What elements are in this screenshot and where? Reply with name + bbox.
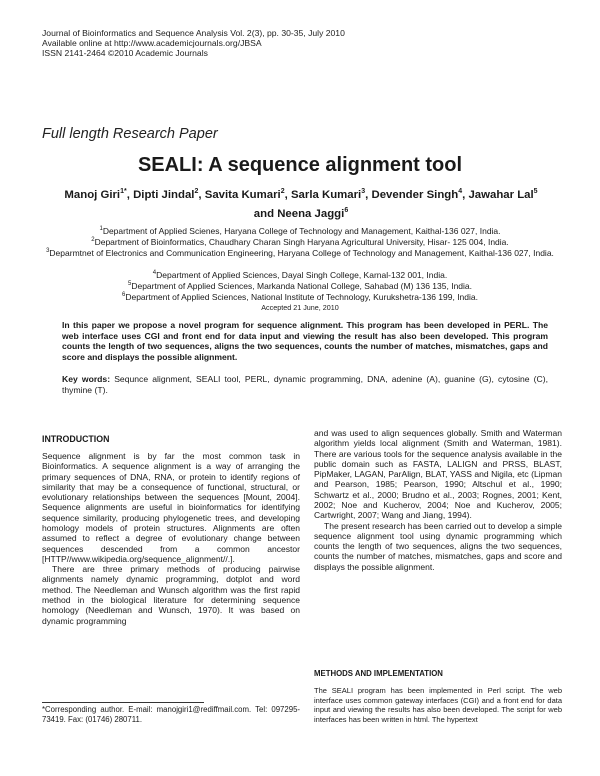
author-affiliation-mark: 2 bbox=[280, 188, 285, 195]
author-name: Dipti Jindal bbox=[133, 188, 195, 201]
keywords bbox=[62, 374, 548, 395]
author-affiliation-mark: 2 bbox=[194, 188, 199, 195]
author-affiliation-mark: 6 bbox=[344, 206, 349, 214]
affiliation-text: Department of Applied Sciences, Dayal Singh College, Karnal-132 001, India. bbox=[156, 269, 448, 280]
author-name: Manoj Giri bbox=[64, 188, 121, 201]
affiliation-text: Department of Applied Sciences, National Institute of Technology, Kurukshetra-136 199, India. bbox=[125, 291, 478, 302]
introduction-heading: INTRODUCTION bbox=[42, 434, 110, 444]
methods-text: The SEALI program has been implemented in Perl script. The web interface uses common gateway interfaces (CGI) and a front end for data input and viewing the results has also been developed. The script for web interfaces has been written in html. The hypertext bbox=[314, 686, 562, 724]
author-separator: and bbox=[253, 207, 278, 220]
journal-url: Available online at http://www.academicjournals.org/JBSA bbox=[42, 38, 262, 48]
accepted-date: Accepted 21 June, 2010 bbox=[261, 303, 339, 312]
journal-citation: Journal of Bioinformatics and Sequence Analysis Vol. 2(3), pp. 30-35, July 2010 bbox=[42, 28, 345, 38]
affiliation-number: 4 bbox=[152, 270, 157, 276]
affiliation-number: 6 bbox=[122, 292, 126, 298]
affiliation-number: 2 bbox=[91, 237, 95, 243]
author-affiliation-mark: 1* bbox=[120, 188, 127, 195]
author-separator: , bbox=[198, 188, 205, 201]
affiliation-text: Department of Bioinformatics, Chaudhary Charan Singh Haryana Agricultural University, Hisar- 125 004, India. bbox=[94, 236, 509, 247]
footnote-divider bbox=[42, 702, 204, 703]
intro-paragraph: and was used to align sequences globally. Smith and Waterman algorithm yields local alignment (Smith and Waterman, 1981). There are various tools for the sequence analysis available in the public domain such as FASTA, LALIGN and PRSS, BLAST, PipMaker, LAGAN, ParAlign, BLAT, YASS and Nigila, etc (Lipman and Pearson, 1985; Pearson, 1990; Altschul et al., 1990; Schwartz et al., 2000; Brudno et al., 2003; Rognes, 2001; Kent, 2002; Noe and Kucherov, 2004; Noe and Kucherov, 2005; Cartwright, 2007; Wang and Jiang, 1994). bbox=[314, 428, 562, 521]
author-separator: , bbox=[365, 188, 372, 201]
abstract: In this paper we propose a novel program for sequence alignment. This program has been developed in PERL. The web interface uses CGI and front end for data input and viewing the result has also been developed. This program counts the length of two sequences, aligns the two sequences, counts the number of matches, mismatches, gaps and score and displays the possible alignment. bbox=[62, 320, 548, 362]
affiliation bbox=[44, 246, 556, 258]
affiliation bbox=[44, 290, 556, 302]
intro-paragraph: Sequence alignment is by far the most common task in Bioinformatics. A sequence alignment is a way of arranging the primary sequences of DNA, RNA, or protein to identify regions of similarity that may be a consequence of functional, structural, or evolutionary relationships between the sequences [Mount, 2004]. Sequence alignments are useful in bioinformatics for identifying sequence similarity, producing phylogenetic trees, and developing homology models of protein structures. Alignments are often assumed to reflect a degree of evolutionary change between sequences descended from a common ancestor [HTTP//www.wikipedia.org/sequence_alignment//.]. bbox=[42, 451, 300, 564]
keywords-text: Sequnce alignment, SEALI tool, PERL, dynamic programming, DNA, adenine (A), guanine (G), cytosine (C), thymine (T). bbox=[62, 374, 548, 395]
corresponding-author-footnote: *Corresponding author. E-mail: manojgiri1@rediffmail.com. Tel: 097295-73419. Fax: (01746) 280711. bbox=[42, 705, 300, 724]
left-column bbox=[42, 451, 300, 626]
affiliation-number: 3 bbox=[46, 248, 50, 254]
author-affiliation-mark: 3 bbox=[361, 188, 366, 195]
keywords-label: Key words: bbox=[62, 374, 111, 384]
paper-title: SEALI: A sequence alignment tool bbox=[137, 154, 463, 176]
author-separator: , bbox=[284, 188, 291, 201]
methods-heading: METHODS AND IMPLEMENTATION bbox=[314, 669, 443, 678]
paper-type: Full length Research Paper bbox=[42, 126, 218, 142]
journal-issn: ISSN 2141-2464 ©2010 Academic Journals bbox=[42, 48, 208, 58]
author-name: Neena Jaggi bbox=[277, 207, 345, 220]
affiliation-text: Department of Applied Scienes, Haryana College of Technology and Management, Kaithal-136 027, India. bbox=[102, 225, 501, 236]
intro-paragraph: The present research has been carried out to develop a simple sequence alignment tool using dynamic programming which counts the length of two sequences, aligns the two sequences, counts the number of matches, mismatches, gaps and score and displays the possible alignment. bbox=[314, 520, 562, 572]
author-name: Jawahar Lal bbox=[468, 188, 534, 201]
right-column bbox=[314, 428, 562, 572]
author-name: Devender Singh bbox=[371, 188, 459, 201]
author-separator: , bbox=[462, 188, 469, 201]
author-name: Sarla Kumari bbox=[290, 188, 362, 201]
affiliation-number: 5 bbox=[127, 281, 132, 287]
affiliation-number: 1 bbox=[99, 226, 103, 232]
affiliation-text: Deparmtnet of Electronics and Communication Engineering, Haryana College of Technology and Management, Kaithal-136 027, India. bbox=[49, 247, 554, 258]
author-affiliation-mark: 5 bbox=[533, 188, 538, 195]
author-name: Savita Kumari bbox=[204, 188, 281, 201]
intro-paragraph: There are three primary methods of producing pairwise alignments namely dynamic programming, dotplot and word method. The Needleman and Wunsch algorithm was the first rapid method in the biological literature for determining sequence homology (Needleman and Wunsch, 1970). It was based on dynamic programming bbox=[42, 564, 300, 626]
author-list bbox=[60, 184, 542, 222]
author-separator: , bbox=[126, 188, 134, 201]
author-affiliation-mark: 4 bbox=[458, 188, 463, 195]
affiliation-text: Department of Applied Sciences, Markanda National College, Sahabad (M) 136 135, India. bbox=[131, 280, 473, 291]
